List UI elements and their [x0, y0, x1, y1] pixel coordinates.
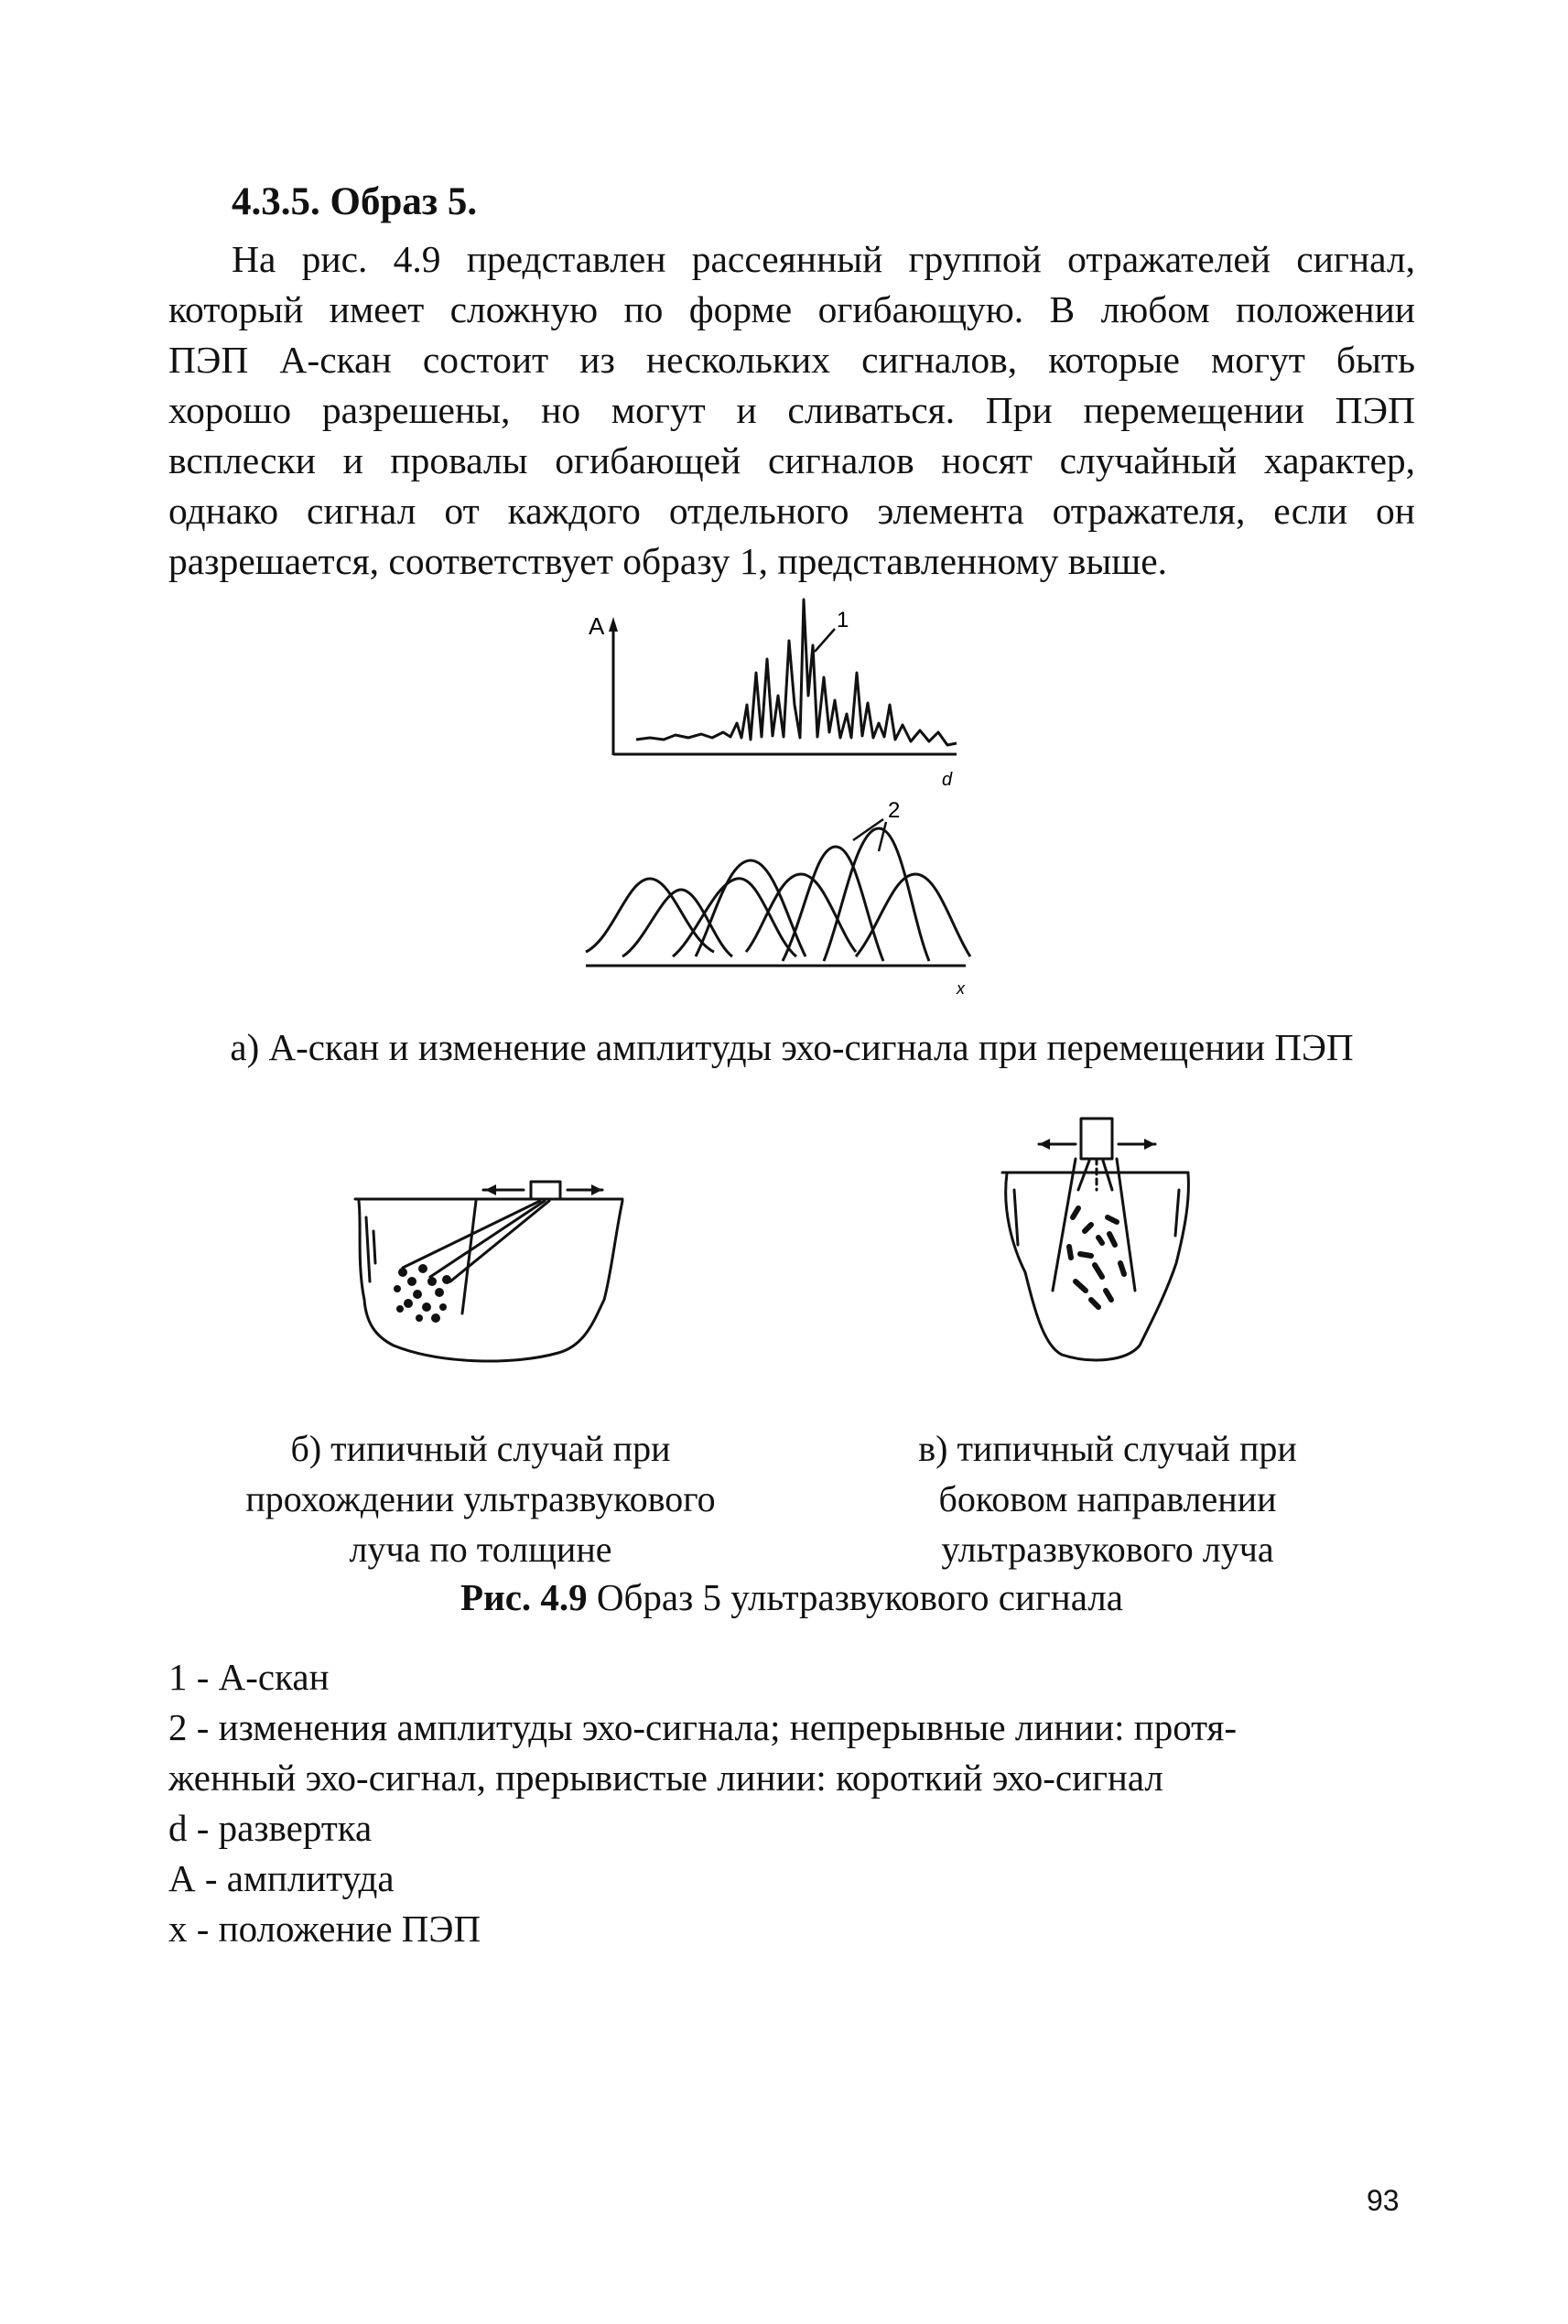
- legend-item: 2 - изменения амплитуды эхо-сигнала; непрерывные линии: протя-: [168, 1706, 1238, 1748]
- callout-label-2: 2: [888, 798, 901, 823]
- caption-b-line: прохождении ультразвукового: [245, 1478, 716, 1519]
- figure-title: [168, 1575, 1415, 1619]
- paragraph-line: На рис. 4.9 представлен рассеянный группой отражателей сигнал,: [232, 238, 1415, 280]
- paragraph-line: хорошо разрешены, но могут и сливаться. При перемещении ПЭП: [168, 389, 1415, 431]
- paragraph-line: который имеет сложную по форме огибающую. В любом положении: [168, 288, 1415, 330]
- paragraph-line: всплески и провалы огибающей сигналов носят случайный характер,: [168, 439, 1415, 481]
- paragraph-line: ПЭП А-скан состоит из нескольких сигналов, которые могут быть: [168, 339, 1415, 381]
- figure-number: Рис. 4.9: [460, 1576, 588, 1618]
- caption-c-line: ультразвукового луча: [941, 1529, 1274, 1570]
- callout-label-1: 1: [837, 608, 849, 632]
- figure-caption-c: [824, 1423, 1391, 1574]
- page-number: 93: [1367, 2184, 1400, 2217]
- axis-label-a: A: [589, 612, 605, 640]
- legend-item: 1 - А-скан: [168, 1656, 330, 1698]
- legend-item: А - амплитуда: [168, 1857, 395, 1899]
- figure-title-text: Образ 5 ультразвукового сигнала: [587, 1576, 1123, 1618]
- legend-item: женный эхо-сигнал, прерывистые линии: короткий эхо-сигнал: [168, 1757, 1163, 1799]
- caption-b-line: б) типичный случай при: [290, 1428, 671, 1469]
- axis-label-x: x: [957, 979, 965, 998]
- caption-b-line: луча по толщине: [349, 1529, 612, 1570]
- axis-label-d: d: [942, 770, 953, 790]
- legend-item: x - положение ПЭП: [168, 1908, 481, 1950]
- legend-item: d - развертка: [168, 1807, 373, 1849]
- paragraph-line: однако сигнал от каждого отдельного элемента отражателя, если он: [168, 490, 1415, 532]
- paragraph-line: разрешается, соответствует образу 1, представленному выше.: [168, 540, 1167, 582]
- section-heading: 4.3.5. Образ 5.: [232, 180, 478, 223]
- caption-c-line: в) типичный случай при: [918, 1428, 1297, 1469]
- figure-caption-b: [183, 1423, 778, 1574]
- legend: [168, 1652, 1237, 1954]
- figure-caption-a: а) А-скан и изменение амплитуды эхо-сигнала при перемещении ПЭП: [230, 1026, 1354, 1068]
- caption-c-line: боковом направлении: [938, 1478, 1277, 1519]
